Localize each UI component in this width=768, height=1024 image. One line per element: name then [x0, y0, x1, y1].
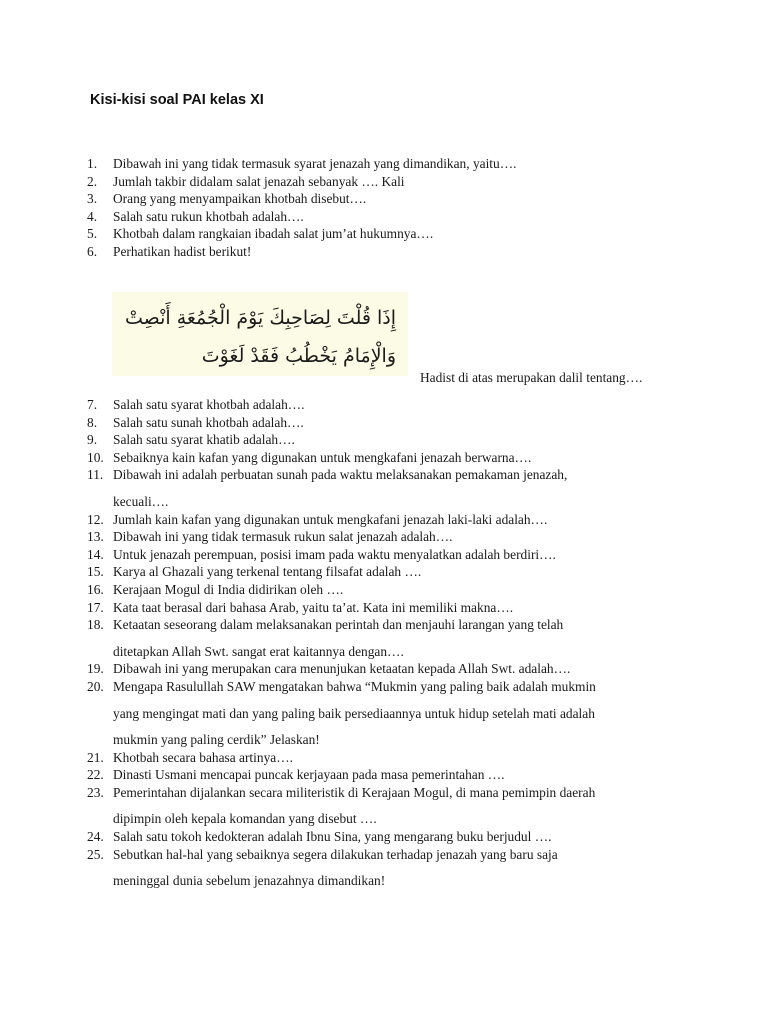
question-item — [87, 466, 687, 510]
question-item — [87, 173, 687, 191]
question-item — [87, 190, 687, 208]
question-item — [87, 846, 687, 890]
question-number: 10. — [87, 449, 104, 465]
question-list-part-2 — [87, 396, 687, 890]
question-text: Dibawah ini yang merupakan cara menunjukan ketaatan kepada Allah Swt. adalah…. — [113, 661, 571, 677]
question-number: 23. — [87, 784, 104, 800]
question-number: 19. — [87, 661, 104, 677]
question-item — [87, 678, 687, 749]
question-item — [87, 431, 687, 449]
question-number: 9. — [87, 432, 98, 448]
question-text-continued: yang mengingat mati dan yang paling baik persediaannya untuk hidup setelah mati adalah — [113, 705, 595, 721]
question-text: Karya al Ghazali yang terkenal tentang filsafat adalah …. — [113, 564, 422, 580]
question-item — [87, 511, 687, 529]
question-number: 14. — [87, 546, 104, 562]
question-number: 13. — [87, 529, 104, 545]
question-number: 4. — [87, 208, 98, 224]
question-item — [87, 766, 687, 784]
question-item — [87, 784, 687, 828]
question-number: 25. — [87, 846, 104, 862]
question-text: Khotbah secara bahasa artinya…. — [113, 749, 293, 765]
hadith-line-2: وَالْإِمَامُ يَخْطُبُ فَقَدْ لَغَوْتَ — [201, 345, 396, 367]
question-item — [87, 396, 687, 414]
question-text: Orang yang menyampaikan khotbah disebut…. — [113, 191, 367, 207]
question-text: Sebutkan hal-hal yang sebaiknya segera dilakukan terhadap jenazah yang baru saja — [113, 846, 558, 862]
question-text: Salah satu tokoh kedokteran adalah Ibnu Sina, yang mengarang buku berjudul …. — [113, 829, 552, 845]
question-text: Khotbah dalam rangkaian ibadah salat jum’at hukumnya…. — [113, 226, 434, 242]
question-text: Ketaatan seseorang dalam melaksanakan perintah dan menjauhi larangan yang telah — [113, 617, 564, 633]
question-item — [87, 660, 687, 678]
question-item — [87, 225, 687, 243]
question-item — [87, 546, 687, 564]
question-text: Pemerintahan dijalankan secara militeristik di Kerajaan Mogul, di mana pemimpin daerah — [113, 784, 596, 800]
question-text: Jumlah kain kafan yang digunakan untuk mengkafani jenazah laki-laki adalah…. — [113, 511, 548, 527]
question-text: Kata taat berasal dari bahasa Arab, yaitu ta’at. Kata ini memiliki makna…. — [113, 599, 514, 615]
question-text-continued: mukmin yang paling cerdik” Jelaskan! — [113, 732, 320, 748]
question-number: 15. — [87, 564, 104, 580]
question-number: 22. — [87, 767, 104, 783]
question-number: 11. — [87, 467, 104, 483]
question-item — [87, 528, 687, 546]
question-text: Salah satu sunah khotbah adalah…. — [113, 414, 304, 430]
question-number: 6. — [87, 243, 98, 259]
question-number: 3. — [87, 191, 98, 207]
hadith-caption: Hadist di atas merupakan dalil tentang…. — [420, 370, 643, 385]
hadith-image — [112, 292, 408, 376]
question-item — [87, 449, 687, 467]
question-text: Mengapa Rasulullah SAW mengatakan bahwa “Mukmin yang paling baik adalah mukmin — [113, 678, 596, 694]
question-text-continued: kecuali…. — [113, 493, 169, 509]
question-text: Untuk jenazah perempuan, posisi imam pada waktu menyalatkan adalah berdiri…. — [113, 546, 556, 562]
question-number: 17. — [87, 599, 104, 615]
question-text: Salah satu rukun khotbah adalah…. — [113, 208, 304, 224]
question-text: Dibawah ini yang tidak termasuk syarat jenazah yang dimandikan, yaitu…. — [113, 156, 517, 171]
question-list-part-1 — [87, 155, 687, 261]
question-text-continued: dipimpin oleh kepala komandan yang disebut …. — [113, 811, 377, 827]
question-number: 20. — [87, 678, 104, 694]
hadith-line-1: إِذَا قُلْتَ لِصَاحِبِكَ يَوْمَ الْجُمُعَةِ أَنْصِتْ — [124, 307, 396, 329]
question-number: 7. — [87, 397, 98, 412]
question-number: 2. — [87, 173, 98, 189]
question-text: Perhatikan hadist berikut! — [113, 243, 252, 259]
question-item — [87, 599, 687, 617]
question-item — [87, 243, 687, 261]
question-number: 16. — [87, 581, 104, 597]
question-number: 5. — [87, 226, 98, 242]
question-number: 12. — [87, 511, 104, 527]
question-item — [87, 208, 687, 226]
question-item — [87, 581, 687, 599]
question-text: Dinasti Usmani mencapai puncak kerjayaan pada masa pemerintahan …. — [113, 767, 505, 783]
question-item — [87, 155, 687, 173]
question-item — [87, 563, 687, 581]
question-item — [87, 749, 687, 767]
question-number: 1. — [87, 156, 98, 171]
question-number: 8. — [87, 414, 98, 430]
question-text-continued: ditetapkan Allah Swt. sangat erat kaitannya dengan…. — [113, 643, 404, 659]
question-text: Sebaiknya kain kafan yang digunakan untuk mengkafani jenazah berwarna…. — [113, 449, 532, 465]
question-number: 18. — [87, 617, 104, 633]
question-text-continued: meninggal dunia sebelum jenazahnya dimandikan! — [113, 873, 386, 889]
question-text: Dibawah ini adalah perbuatan sunah pada waktu melaksanakan pemakaman jenazah, — [113, 467, 568, 483]
question-text: Kerajaan Mogul di India didirikan oleh …. — [113, 581, 344, 597]
question-text: Salah satu syarat khatib adalah…. — [113, 432, 295, 448]
question-item — [87, 616, 687, 660]
question-item — [87, 414, 687, 432]
question-item — [87, 828, 687, 846]
question-text: Dibawah ini yang tidak termasuk rukun salat jenazah adalah…. — [113, 529, 453, 545]
question-number: 21. — [87, 749, 104, 765]
document-title: Kisi-kisi soal PAI kelas XI — [90, 92, 264, 108]
question-number: 24. — [87, 829, 104, 845]
question-text: Jumlah takbir didalam salat jenazah sebanyak …. Kali — [113, 173, 405, 189]
question-text: Salah satu syarat khotbah adalah…. — [113, 397, 305, 412]
